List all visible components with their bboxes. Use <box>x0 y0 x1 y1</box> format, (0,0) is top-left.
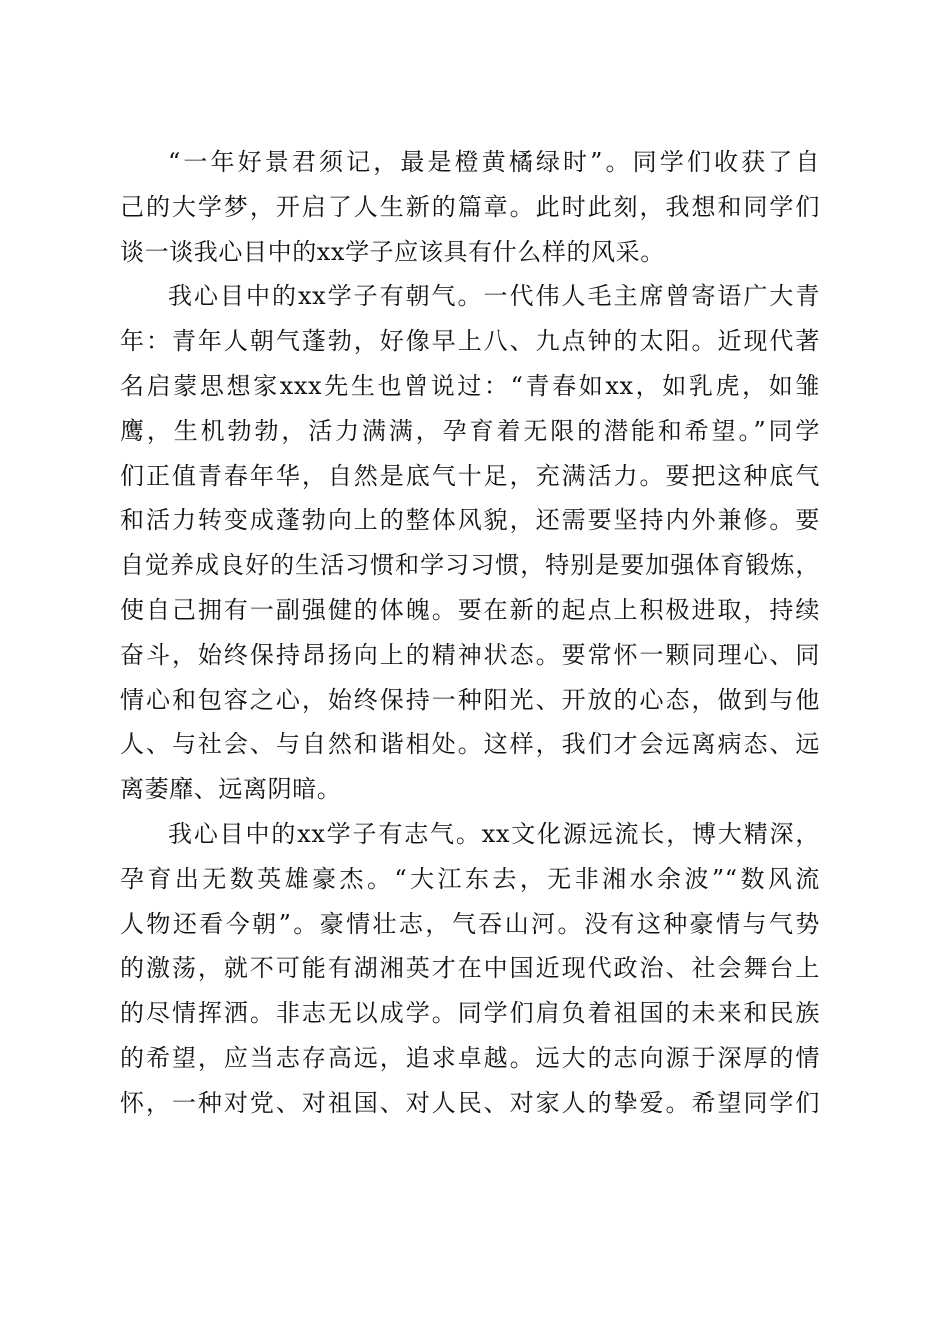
paragraph-ambition <box>120 812 820 1126</box>
text-line: 人物还看今朝”。豪情壮志，气吞山河。没有这种豪情与气势 <box>120 909 820 938</box>
text-line: 们正值青春年华，自然是底气十足，充满活力。要把这种底气 <box>120 461 820 490</box>
text-line: 我心目中的xx学子有朝气。一代伟人毛主席曾寄语广大青 <box>168 282 820 311</box>
text-line: 情心和包容之心，始终保持一种阳光、开放的心态，做到与他 <box>120 685 820 714</box>
text-line: 怀，一种对党、对祖国、对人民、对家人的挚爱。希望同学们 <box>120 1088 820 1117</box>
text-line: 离萎靡、远离阴暗。 <box>120 775 342 804</box>
body-text <box>120 140 820 1126</box>
text-line: 鹰，生机勃勃，活力满满，孕育着无限的潜能和希望。”同学 <box>120 416 820 445</box>
text-line: 己的大学梦，开启了人生新的篇章。此时此刻，我想和同学们 <box>120 192 820 221</box>
text-line: 的希望，应当志存高远，追求卓越。远大的志向源于深厚的情 <box>120 1043 820 1072</box>
text-line: 孕育出无数英雄豪杰。“大江东去，无非湘水余波”“数风流 <box>120 864 820 893</box>
text-line: 名启蒙思想家xxx先生也曾说过：“青春如xx，如乳虎，如雏 <box>120 371 820 400</box>
text-line: 使自己拥有一副强健的体魄。要在新的起点上积极进取，持续 <box>120 595 820 624</box>
text-line: 的尽情挥洒。非志无以成学。同学们肩负着祖国的未来和民族 <box>120 999 820 1028</box>
text-line: 自觉养成良好的生活习惯和学习习惯，特别是要加强体育锻炼， <box>120 551 820 580</box>
text-line: 奋斗，始终保持昂扬向上的精神状态。要常怀一颗同理心、同 <box>120 640 820 669</box>
text-line: 我心目中的xx学子有志气。xx文化源远流长，博大精深， <box>168 819 820 848</box>
text-line: 年：青年人朝气蓬勃，好像早上八、九点钟的太阳。近现代著 <box>120 327 820 356</box>
text-line: 人、与社会、与自然和谐相处。这样，我们才会远离病态、远 <box>120 730 820 759</box>
text-line: 和活力转变成蓬勃向上的整体风貌，还需要坚持内外兼修。要 <box>120 506 820 535</box>
text-line: 谈一谈我心目中的xx学子应该具有什么样的风采。 <box>120 237 665 266</box>
text-line: 的激荡，就不可能有湖湘英才在中国近现代政治、社会舞台上 <box>120 954 820 983</box>
text-line: “一年好景君须记，最是橙黄橘绿时”。同学们收获了自 <box>168 148 820 176</box>
paragraph-vitality <box>120 274 820 812</box>
paragraph-intro <box>120 140 820 274</box>
